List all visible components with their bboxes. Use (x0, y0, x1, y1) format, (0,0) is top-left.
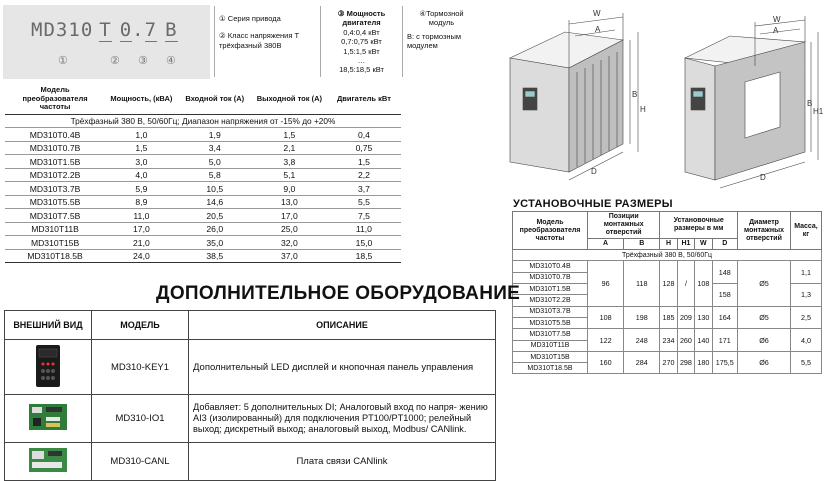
cell-w: 130 (695, 306, 712, 329)
code-legend (214, 6, 480, 77)
cell-h1: 298 (677, 351, 694, 374)
legend-text: 0,4:0,4 кВт (343, 27, 380, 37)
cell-dia: Ø5 (738, 306, 791, 329)
table-row (5, 340, 496, 395)
legend-series (214, 6, 321, 77)
legend-text: 18,5:18,5 кВт (339, 65, 384, 75)
value-cell: 21,0 (105, 236, 178, 250)
cell-mass: 5,5 (791, 351, 822, 374)
column-header: Модель преобразователя частоты (513, 212, 588, 250)
legend-power (321, 6, 403, 77)
table-row (5, 209, 401, 223)
table-header-row (5, 84, 401, 114)
value-cell: 5,1 (252, 168, 327, 182)
table-row (5, 141, 401, 155)
code-char: D (43, 19, 56, 41)
column-header: Входной ток (А) (178, 84, 252, 114)
value-cell: 11,0 (105, 209, 178, 223)
cell-dia: Ø5 (738, 261, 791, 306)
code-char: 1 (68, 19, 81, 41)
model-cell: MD310T1.5B (513, 284, 588, 295)
model-cell: MD310T0.7B (513, 272, 588, 283)
install-title: УСТАНОВОЧНЫЕ РАЗМЕРЫ (513, 198, 673, 210)
dim-label: W (593, 9, 601, 18)
table-row (5, 249, 401, 263)
dim-label: W (773, 15, 781, 24)
dim-label: H (640, 105, 646, 114)
model-cell: MD310T11B (513, 340, 588, 351)
value-cell: 37,0 (252, 249, 327, 263)
ratings-table (5, 84, 401, 263)
drive-left-drawing (510, 13, 638, 180)
table-row (5, 443, 496, 481)
column-header: Двигатель кВт (327, 84, 401, 114)
model-cell: MD310T5.5B (513, 317, 588, 328)
cell-h1: 260 (677, 329, 694, 352)
model-cell: MD310T2.2B (513, 295, 588, 306)
drive-right-drawing (685, 16, 818, 188)
column-header: Позиции монтажных отверстий (588, 212, 660, 239)
ratings-body (5, 114, 401, 263)
code-char: 0 (80, 19, 94, 41)
cell-d: 148 (712, 261, 737, 284)
code-char-power: 7 (144, 19, 158, 41)
model-cell: MD310T18.5B (5, 249, 105, 263)
install-table (512, 211, 822, 374)
value-cell: 3,4 (178, 141, 252, 155)
marker-1: ① (58, 55, 68, 67)
column-header: D (712, 239, 737, 250)
cell-h: 270 (660, 351, 677, 374)
cell-d: 158 (712, 284, 737, 307)
table-row (5, 128, 401, 142)
legend-text: ③ Мощность двигателя (337, 9, 386, 28)
model-cell: MD310T0.4B (5, 128, 105, 142)
value-cell: 5,9 (105, 182, 178, 196)
accessory-desc: Дополнительный LED дисплей и кнопочная панель управления (189, 340, 496, 395)
accessory-image-cell (5, 443, 92, 481)
value-cell: 14,6 (178, 195, 252, 209)
model-cell: MD310T0.7B (5, 141, 105, 155)
canlink-board-image (28, 446, 68, 474)
model-cell: MD310T7.5B (513, 329, 588, 340)
cell-d: 175,5 (712, 351, 737, 374)
legend-text: … (357, 55, 366, 65)
value-cell: 2,1 (252, 141, 327, 155)
table-row (5, 222, 401, 236)
value-cell: 1,0 (105, 128, 178, 142)
value-cell: 10,5 (178, 182, 252, 196)
value-cell: 7,5 (327, 209, 401, 223)
dim-label: A (773, 26, 779, 35)
code-char: M (31, 19, 44, 41)
value-cell: 24,0 (105, 249, 178, 263)
value-cell: 1,5 (252, 128, 327, 142)
model-cell: MD310T15B (5, 236, 105, 250)
accessory-model: MD310-CANL (92, 443, 189, 481)
table-row (5, 114, 401, 128)
accessory-image-cell (5, 340, 92, 395)
value-cell: 13,0 (252, 195, 327, 209)
accessory-table (4, 310, 496, 481)
cell-w: 108 (695, 261, 712, 306)
span-row: Трёхфазный 380 В, 50/60Гц; Диапазон напряжения от -15% до +20% (5, 114, 401, 128)
cell-mass: 4,0 (791, 329, 822, 352)
model-cell: MD310T0.4B (513, 261, 588, 272)
legend-text: 0,7:0,75 кВт (341, 37, 382, 47)
code-char: . (132, 19, 145, 41)
cell-a: 96 (588, 261, 624, 306)
extra-title: ДОПОЛНИТЕЛЬНОЕ ОБОРУДОВАНИЕ (156, 283, 521, 304)
accessory-model: MD310-IO1 (92, 395, 189, 443)
column-header: Диаметр монтажных отверстий (738, 212, 791, 250)
marker-4: ④ (166, 55, 176, 67)
marker-3: ③ (138, 55, 148, 67)
accessory-desc: Плата связи CANlink (189, 443, 496, 481)
cell-a: 122 (588, 329, 624, 352)
table-row (513, 250, 822, 261)
value-cell: 26,0 (178, 222, 252, 236)
cell-mass: 1,1 (791, 261, 822, 284)
legend-text: ④Тормозной модуль (419, 9, 464, 28)
span-row: Трёхфазный 380 В, 50/60Гц (513, 250, 822, 261)
value-cell: 3,7 (327, 182, 401, 196)
cell-b: 284 (624, 351, 660, 374)
legend-text: В: с тормозным модулем (407, 31, 462, 51)
cell-mass: 2,5 (791, 306, 822, 329)
table-row (5, 195, 401, 209)
cell-h: 185 (660, 306, 677, 329)
dim-label: A (595, 25, 601, 34)
value-cell: 1,5 (327, 155, 401, 169)
cell-b: 118 (624, 261, 660, 306)
accessory-model: MD310-KEY1 (92, 340, 189, 395)
dim-label: D (591, 167, 597, 176)
legend-text: ② Класс напряжения Т трёхфазный 380В (219, 31, 300, 50)
io-board-image (28, 402, 68, 432)
cell-dia: Ø6 (738, 351, 791, 374)
keypad-image (35, 344, 61, 388)
column-header: МОДЕЛЬ (92, 311, 189, 340)
model-cell: MD310T18.5B (513, 363, 588, 374)
cell-a: 108 (588, 306, 624, 329)
column-header: Установочные размеры в мм (660, 212, 738, 239)
legend-text: ① Серия привода (219, 14, 281, 23)
model-cell: MD310T2.2B (5, 168, 105, 182)
value-cell: 1,9 (178, 128, 252, 142)
value-cell: 1,5 (105, 141, 178, 155)
value-cell: 8,9 (105, 195, 178, 209)
dim-label: D (760, 173, 766, 182)
cell-w: 180 (695, 351, 712, 374)
value-cell: 17,0 (105, 222, 178, 236)
cell-mass: 1,3 (791, 284, 822, 307)
value-cell: 2,2 (327, 168, 401, 182)
model-cell: MD310T3.7B (513, 306, 588, 317)
table-row (513, 351, 822, 362)
value-cell: 38,5 (178, 249, 252, 263)
table-row (513, 306, 822, 317)
value-cell: 4,0 (105, 168, 178, 182)
table-row (5, 168, 401, 182)
cell-b: 248 (624, 329, 660, 352)
table-row (5, 236, 401, 250)
value-cell: 18,5 (327, 249, 401, 263)
cell-h1: / (677, 261, 694, 306)
column-header: W (695, 239, 712, 250)
column-header: Мощность, (кВА) (105, 84, 178, 114)
code-char-power: 0 (119, 19, 133, 41)
cell-a: 160 (588, 351, 624, 374)
legend-brake (403, 6, 480, 77)
value-cell: 3,8 (252, 155, 327, 169)
column-header: H (660, 239, 677, 250)
table-header-row (513, 212, 822, 239)
value-cell: 20,5 (178, 209, 252, 223)
value-cell: 35,0 (178, 236, 252, 250)
column-header: ОПИСАНИЕ (189, 311, 496, 340)
value-cell: 0,4 (327, 128, 401, 142)
accessory-image-cell (5, 395, 92, 443)
model-cell: MD310T7.5B (5, 209, 105, 223)
table-row (5, 155, 401, 169)
cell-d: 171 (712, 329, 737, 352)
cell-b: 198 (624, 306, 660, 329)
value-cell: 5,0 (178, 155, 252, 169)
cell-h: 128 (660, 261, 677, 306)
dim-label: B (632, 90, 638, 99)
model-cell: MD310T3.7B (5, 182, 105, 196)
value-cell: 32,0 (252, 236, 327, 250)
value-cell: 11,0 (327, 222, 401, 236)
cell-h1: 209 (677, 306, 694, 329)
install-body (513, 250, 822, 374)
accessory-desc: Добавляет: 5 дополнительных DI; Аналоговый вход по напря- жению AI3 (изолированный) для подключения PT100/PT1000; релейный выход; дискретный выход; аналоговый выход, Modbus/ CANlink. (189, 395, 496, 443)
value-cell: 15,0 (327, 236, 401, 250)
column-header: Модель преобразователя частоты (5, 84, 105, 114)
value-cell: 0,75 (327, 141, 401, 155)
column-header: ВНЕШНИЙ ВИД (5, 311, 92, 340)
dim-label: B (807, 99, 813, 108)
value-cell: 9,0 (252, 182, 327, 196)
value-cell: 17,0 (252, 209, 327, 223)
table-row (5, 182, 401, 196)
model-cell: MD310T5.5B (5, 195, 105, 209)
column-header: A (588, 239, 624, 250)
column-header: Масса, кг (791, 212, 822, 250)
cell-w: 140 (695, 329, 712, 352)
column-header: B (624, 239, 660, 250)
model-code (31, 19, 178, 42)
model-cell: MD310T1.5B (5, 155, 105, 169)
table-row (513, 329, 822, 340)
column-header: H1 (677, 239, 694, 250)
model-code-box (3, 5, 210, 79)
model-cell: MD310T15B (513, 351, 588, 362)
code-char-voltage: T (99, 19, 112, 41)
dim-label: H1 (813, 107, 824, 116)
table-row (5, 395, 496, 443)
model-cell: MD310T11B (5, 222, 105, 236)
cell-dia: Ø6 (738, 329, 791, 352)
column-header: Выходной ток (А) (252, 84, 327, 114)
cell-d: 164 (712, 306, 737, 329)
value-cell: 5,5 (327, 195, 401, 209)
code-char-brake: B (165, 19, 178, 41)
value-cell: 25,0 (252, 222, 327, 236)
dimension-drawings (505, 2, 825, 192)
marker-2: ② (110, 55, 120, 67)
table-row (513, 261, 822, 272)
table-header-row (5, 311, 496, 340)
cell-h: 234 (660, 329, 677, 352)
code-char: 3 (55, 19, 69, 41)
value-cell: 5,8 (178, 168, 252, 182)
legend-text: 1,5:1,5 кВт (343, 46, 380, 56)
value-cell: 3,0 (105, 155, 178, 169)
